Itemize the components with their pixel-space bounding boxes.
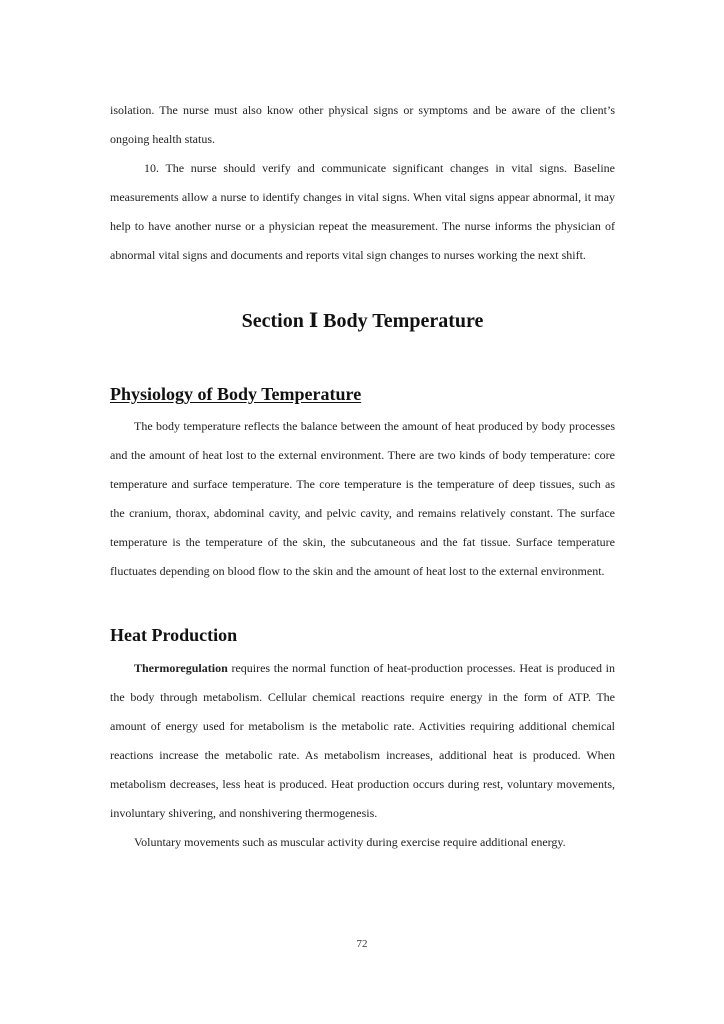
heading-physiology: Physiology of Body Temperature — [110, 384, 362, 404]
paragraph-continuation: isolation. The nurse must also know other physical signs or symptoms and be aware of the client’s ongoing health status. — [110, 103, 615, 146]
paragraph-voluntary-movements: Voluntary movements such as muscular activity during exercise require additional energy. — [134, 835, 566, 849]
heading-heat-production: Heat Production — [110, 625, 238, 645]
term-thermoregulation: Thermoregulation — [134, 661, 228, 675]
paragraph-heat-production-text: requires the normal function of heat-production processes. Heat is produced in the body through metabolism. Cellular chemical reactions require energy in the form of ATP. The amount of energy used for metabolism is the metabolic rate. Activities requiring additional chemical reactions increase the metabolic rate. As metabolism increases, additional heat is produced. When metabolism decreases, less heat is produced. Heat production occurs during rest, voluntary movements, involuntary shivering, and nonshivering thermogenesis. — [110, 661, 615, 820]
paragraph-heat-production — [110, 654, 615, 828]
page-number: 72 — [356, 938, 368, 950]
paragraph-physiology: The body temperature reflects the balance between the amount of heat produced by body processes and the amount of heat lost to the external environment. There are two kinds of body temperature: core temperature and surface temperature. The core temperature is the temperature of deep tissues, such as the cranium, thorax, abdominal cavity, and pelvic cavity, and remains relatively constant. The surface temperature is the temperature of the skin, the subcutaneous and the fat tissue. Surface temperature fluctuates depending on blood flow to the skin and the amount of heat lost to the external environment. — [110, 419, 615, 578]
document-page — [110, 96, 615, 857]
paragraph-item-10: 10. The nurse should verify and communicate significant changes in vital signs. Baseline measurements allow a nurse to identify changes in vital signs. When vital signs appear abnormal, it may help to have another nurse or a physician repeat the measurement. The nurse informs the physician of abnormal vital signs and documents and reports vital sign changes to nurses working the next shift. — [110, 161, 615, 262]
section-title: Section Ⅰ Body Temperature — [241, 310, 484, 332]
